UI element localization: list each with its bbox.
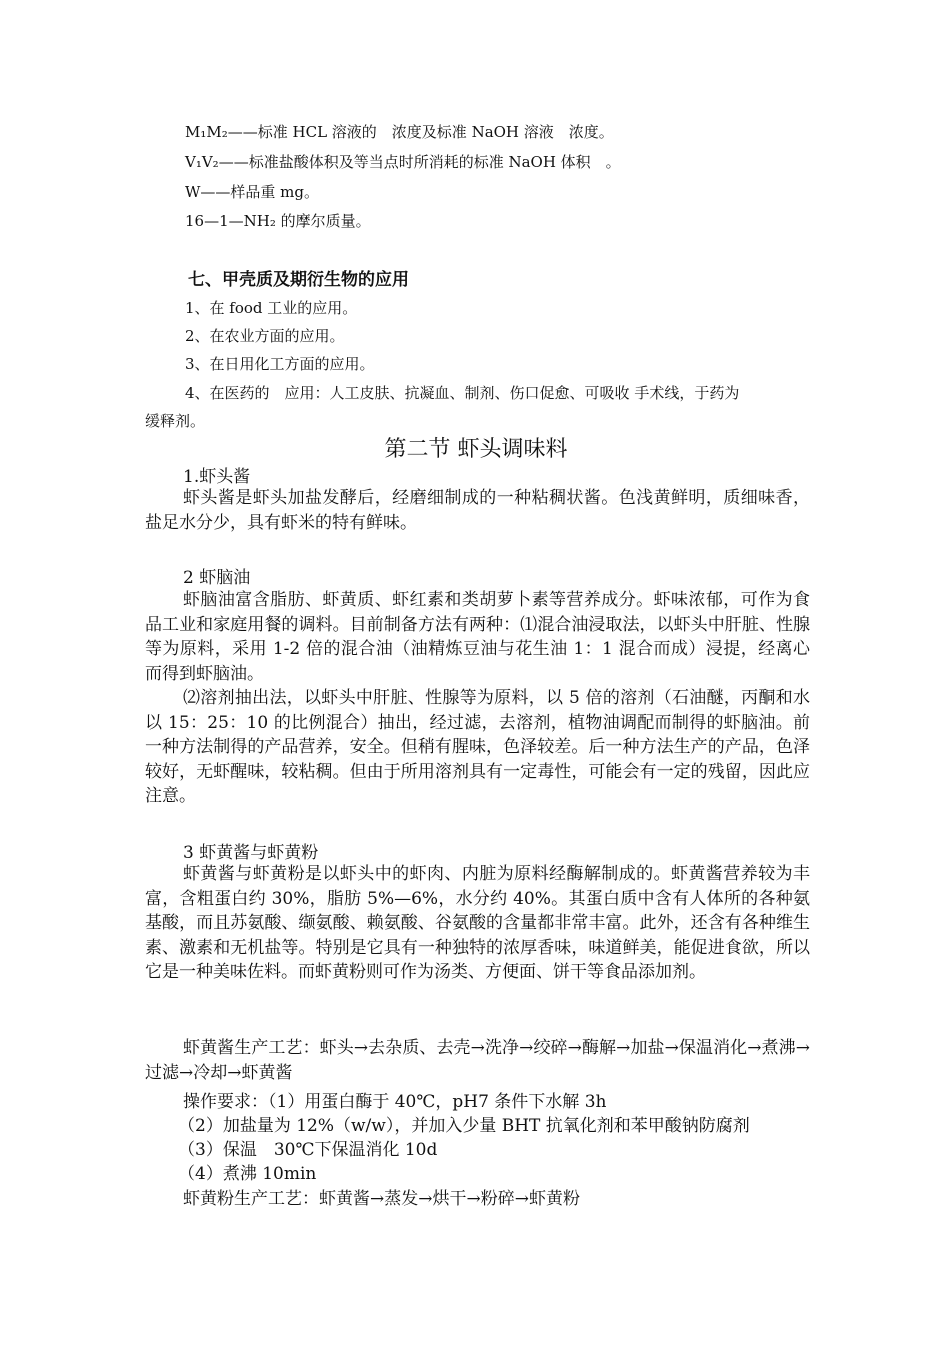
subheading-shrimp-yellow: 3 虾黄酱与虾黄粉 xyxy=(183,843,319,863)
section-7-heading: 七、甲壳质及期衍生物的应用 xyxy=(188,270,409,290)
application-item-3: 3、在日用化工方面的应用。 xyxy=(185,355,375,373)
subheading-shrimp-brain-oil: 2 虾脑油 xyxy=(183,568,251,588)
operation-requirement-1: 操作要求：（1）用蛋白酶于 40℃，pH7 条件下水解 3h xyxy=(183,1092,607,1112)
application-item-4-cont: 缓释剂。 xyxy=(145,412,206,430)
definition-m1m2: M₁M₂——标准 HCL 溶液的 浓度及标准 NaOH 溶液 浓度。 xyxy=(185,123,614,141)
application-item-1: 1、在 food 工业的应用。 xyxy=(185,299,358,317)
application-item-4: 4、在医药的 应用：人工皮肤、抗凝血、制剂、伤口促愈、可吸收 手术线，于药为 xyxy=(185,384,740,402)
operation-requirement-3: （3）保温 30℃下保温消化 10d xyxy=(178,1140,438,1160)
subheading-shrimp-head-paste: 1.虾头酱 xyxy=(183,467,251,487)
paragraph-shrimp-head-paste: 虾头酱是虾头加盐发酵后，经磨细制成的一种粘稠状酱。色浅黄鲜明，质细味香，盐足水分少，具有虾米的特有鲜味。 xyxy=(145,488,810,533)
operation-requirement-4: （4）煮沸 10min xyxy=(178,1164,317,1184)
paragraph-production-process: 虾黄酱生产工艺：虾头→去杂质、去壳→洗净→绞碎→酶解→加盐→保温消化→煮沸→过滤→冷却→虾黄酱 xyxy=(145,1038,810,1083)
definition-v1v2: V₁V₂——标准盐酸体积及等当点时所消耗的标准 NaOH 体积 。 xyxy=(185,153,621,171)
powder-production-process: 虾黄粉生产工艺：虾黄酱→蒸发→烘干→粉碎→虾黄粉 xyxy=(183,1189,580,1209)
definition-w: W——样品重 mg。 xyxy=(185,183,320,201)
paragraph-shrimp-brain-oil: 虾脑油富含脂肪、虾黄质、虾红素和类胡萝卜素等营养成分。虾味浓郁，可作为食品工业和家庭用餐的调料。目前制备方法有两种：⑴混合油浸取法，以虾头中肝脏、性腺等为原料，采用 1-2 倍的混合油（油精炼豆油与花生油 1：1 混合而成）浸提，经离心而得到虾脑油。 xyxy=(145,590,810,684)
operation-requirement-2: （2）加盐量为 12%（w/w），并加入少量 BHT 抗氧化剂和苯甲酸钠防腐剂 xyxy=(178,1116,750,1136)
section-title: 第二节 虾头调味料 xyxy=(384,437,568,462)
application-item-2: 2、在农业方面的应用。 xyxy=(185,327,345,345)
paragraph-solvent-extraction: ⑵溶剂抽出法，以虾头中肝脏、性腺等为原料，以 5 倍的溶剂（石油醚，丙酮和水以 15：25：10 的比例混合）抽出，经过滤，去溶剂，植物油调配而制得的虾脑油。前一种方法制得的产品营养，安全。但稍有腥味，色泽较差。后一种方法生产的产品，色泽较好，无虾醒味，较粘稠。但由于所用溶剂具有一定毒性，可能会有一定的残留，因此应注意。 xyxy=(145,688,810,806)
paragraph-shrimp-yellow: 虾黄酱与虾黄粉是以虾头中的虾肉、内脏为原料经酶解制成的。虾黄酱营养较为丰富，含粗蛋白约 30%，脂肪 5%—6%，水分约 40%。其蛋白质中含有人体所的各种氨基酸，而且苏氨酸、缬氨酸、赖氨酸、谷氨酸的含量都非常丰富。此外，还含有各种维生素、激素和无机盐等。特别是它具有一种独特的浓厚香味，味道鲜美，能促进食欲，所以它是一种美味佐料。而虾黄粉则可作为汤类、方便面、饼干等食品添加剂。 xyxy=(145,864,810,982)
definition-nh2: 16—1—NH₂ 的摩尔质量。 xyxy=(185,212,371,230)
